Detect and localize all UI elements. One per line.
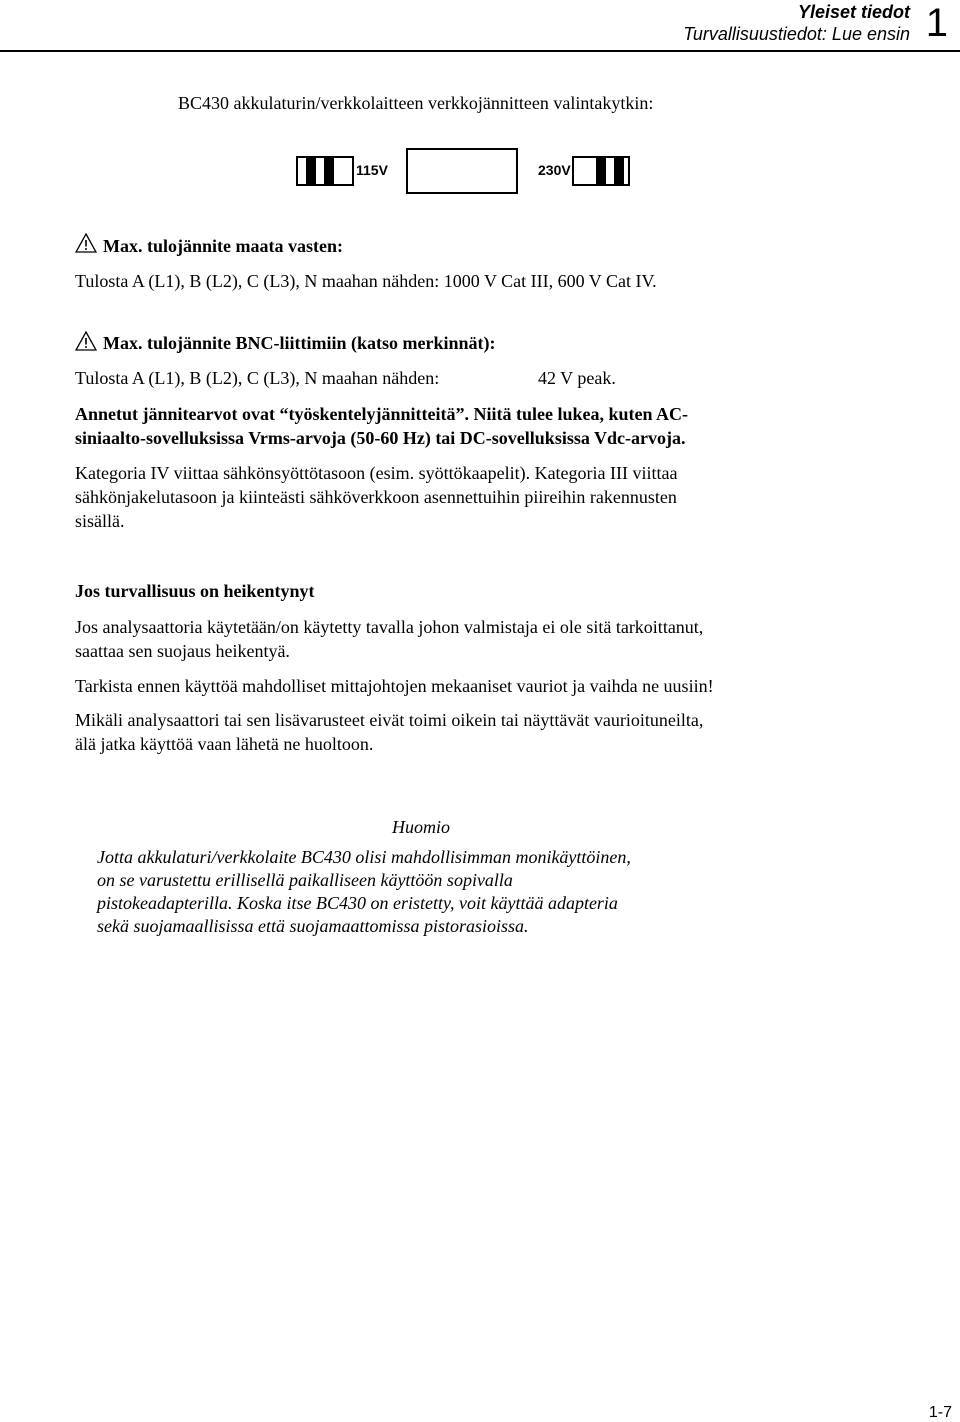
safety-heading: Jos turvallisuus on heikentynyt	[75, 581, 315, 601]
ratings-note-line: Annetut jännitearvot ovat “työskentelyjännitteitä”. Niitä tulee lukea, kuten AC-	[75, 404, 688, 424]
header-rule	[0, 50, 960, 52]
voltage-selector-switch	[296, 148, 630, 194]
safety-paragraph-line: Jos analysaattoria käytetään/on käytetty tavalla johon valmistaja ei ole sitä tarkoittanut,	[75, 617, 704, 637]
safety-paragraph-line: älä jatka käyttöä vaan lähetä ne huoltoon.	[75, 734, 374, 754]
switch-slider	[406, 148, 518, 194]
max-input-ground-heading: Max. tulojännite maata vasten:	[103, 236, 343, 256]
category-note-line: Kategoria IV viittaa sähkönsyöttötasoon (esim. syöttökaapelit). Kategoria III viittaa	[75, 463, 678, 483]
page-number: 1-7	[928, 1404, 952, 1421]
switch-label-230v: 230V	[538, 162, 571, 178]
warning-icon	[75, 233, 97, 253]
max-input-bnc-text-value: 42 V peak.	[538, 368, 616, 388]
running-header-subtitle: Turvallisuustiedot: Lue ensin	[683, 24, 910, 44]
switch-caption: BC430 akkulaturin/verkkolaitteen verkkojännitteen valintakytkin:	[178, 93, 654, 113]
switch-left-end	[296, 156, 354, 186]
switch-label-115v: 115V	[356, 162, 388, 178]
note-line: on se varustettu erillisellä paikalliseen käyttöön sopivalla	[97, 870, 513, 890]
safety-paragraph-line: saattaa sen suojaus heikentyä.	[75, 641, 290, 661]
warning-icon	[75, 331, 97, 351]
switch-right-end	[572, 156, 630, 186]
safety-paragraph-line: Mikäli analysaattori tai sen lisävarusteet eivät toimi oikein tai näyttävät vaurioituneilta,	[75, 710, 704, 730]
ratings-note-line: siniaalto-sovelluksissa Vrms-arvoja (50-60 Hz) tai DC-sovelluksissa Vdc-arvoja.	[75, 428, 686, 448]
chapter-number: 1	[925, 1, 948, 45]
note-line: pistokeadapterilla. Koska itse BC430 on eristetty, voit käyttää adapteria	[97, 893, 618, 913]
note-line: sekä suojamaallisissa että suojamaattomissa pistorasioissa.	[97, 916, 529, 936]
category-note-line: sisällä.	[75, 511, 125, 531]
category-note-line: sähkönjakelutasoon ja kiinteästi sähköverkkoon asennettuihin piireihin rakennusten	[75, 487, 677, 507]
note-title: Huomio	[392, 817, 450, 837]
max-input-bnc-text-label: Tulosta A (L1), B (L2), C (L3), N maahan nähden:	[75, 368, 440, 388]
note-line: Jotta akkulaturi/verkkolaite BC430 olisi mahdollisimman monikäyttöinen,	[97, 847, 631, 867]
max-input-ground-text: Tulosta A (L1), B (L2), C (L3), N maahan nähden: 1000 V Cat III, 600 V Cat IV.	[75, 271, 657, 291]
max-input-bnc-heading: Max. tulojännite BNC-liittimiin (katso merkinnät):	[103, 333, 496, 353]
running-header-title: Yleiset tiedot	[797, 2, 910, 22]
safety-paragraph-line: Tarkista ennen käyttöä mahdolliset mittajohtojen mekaaniset vauriot ja vaihda ne uusiin!	[75, 676, 714, 696]
